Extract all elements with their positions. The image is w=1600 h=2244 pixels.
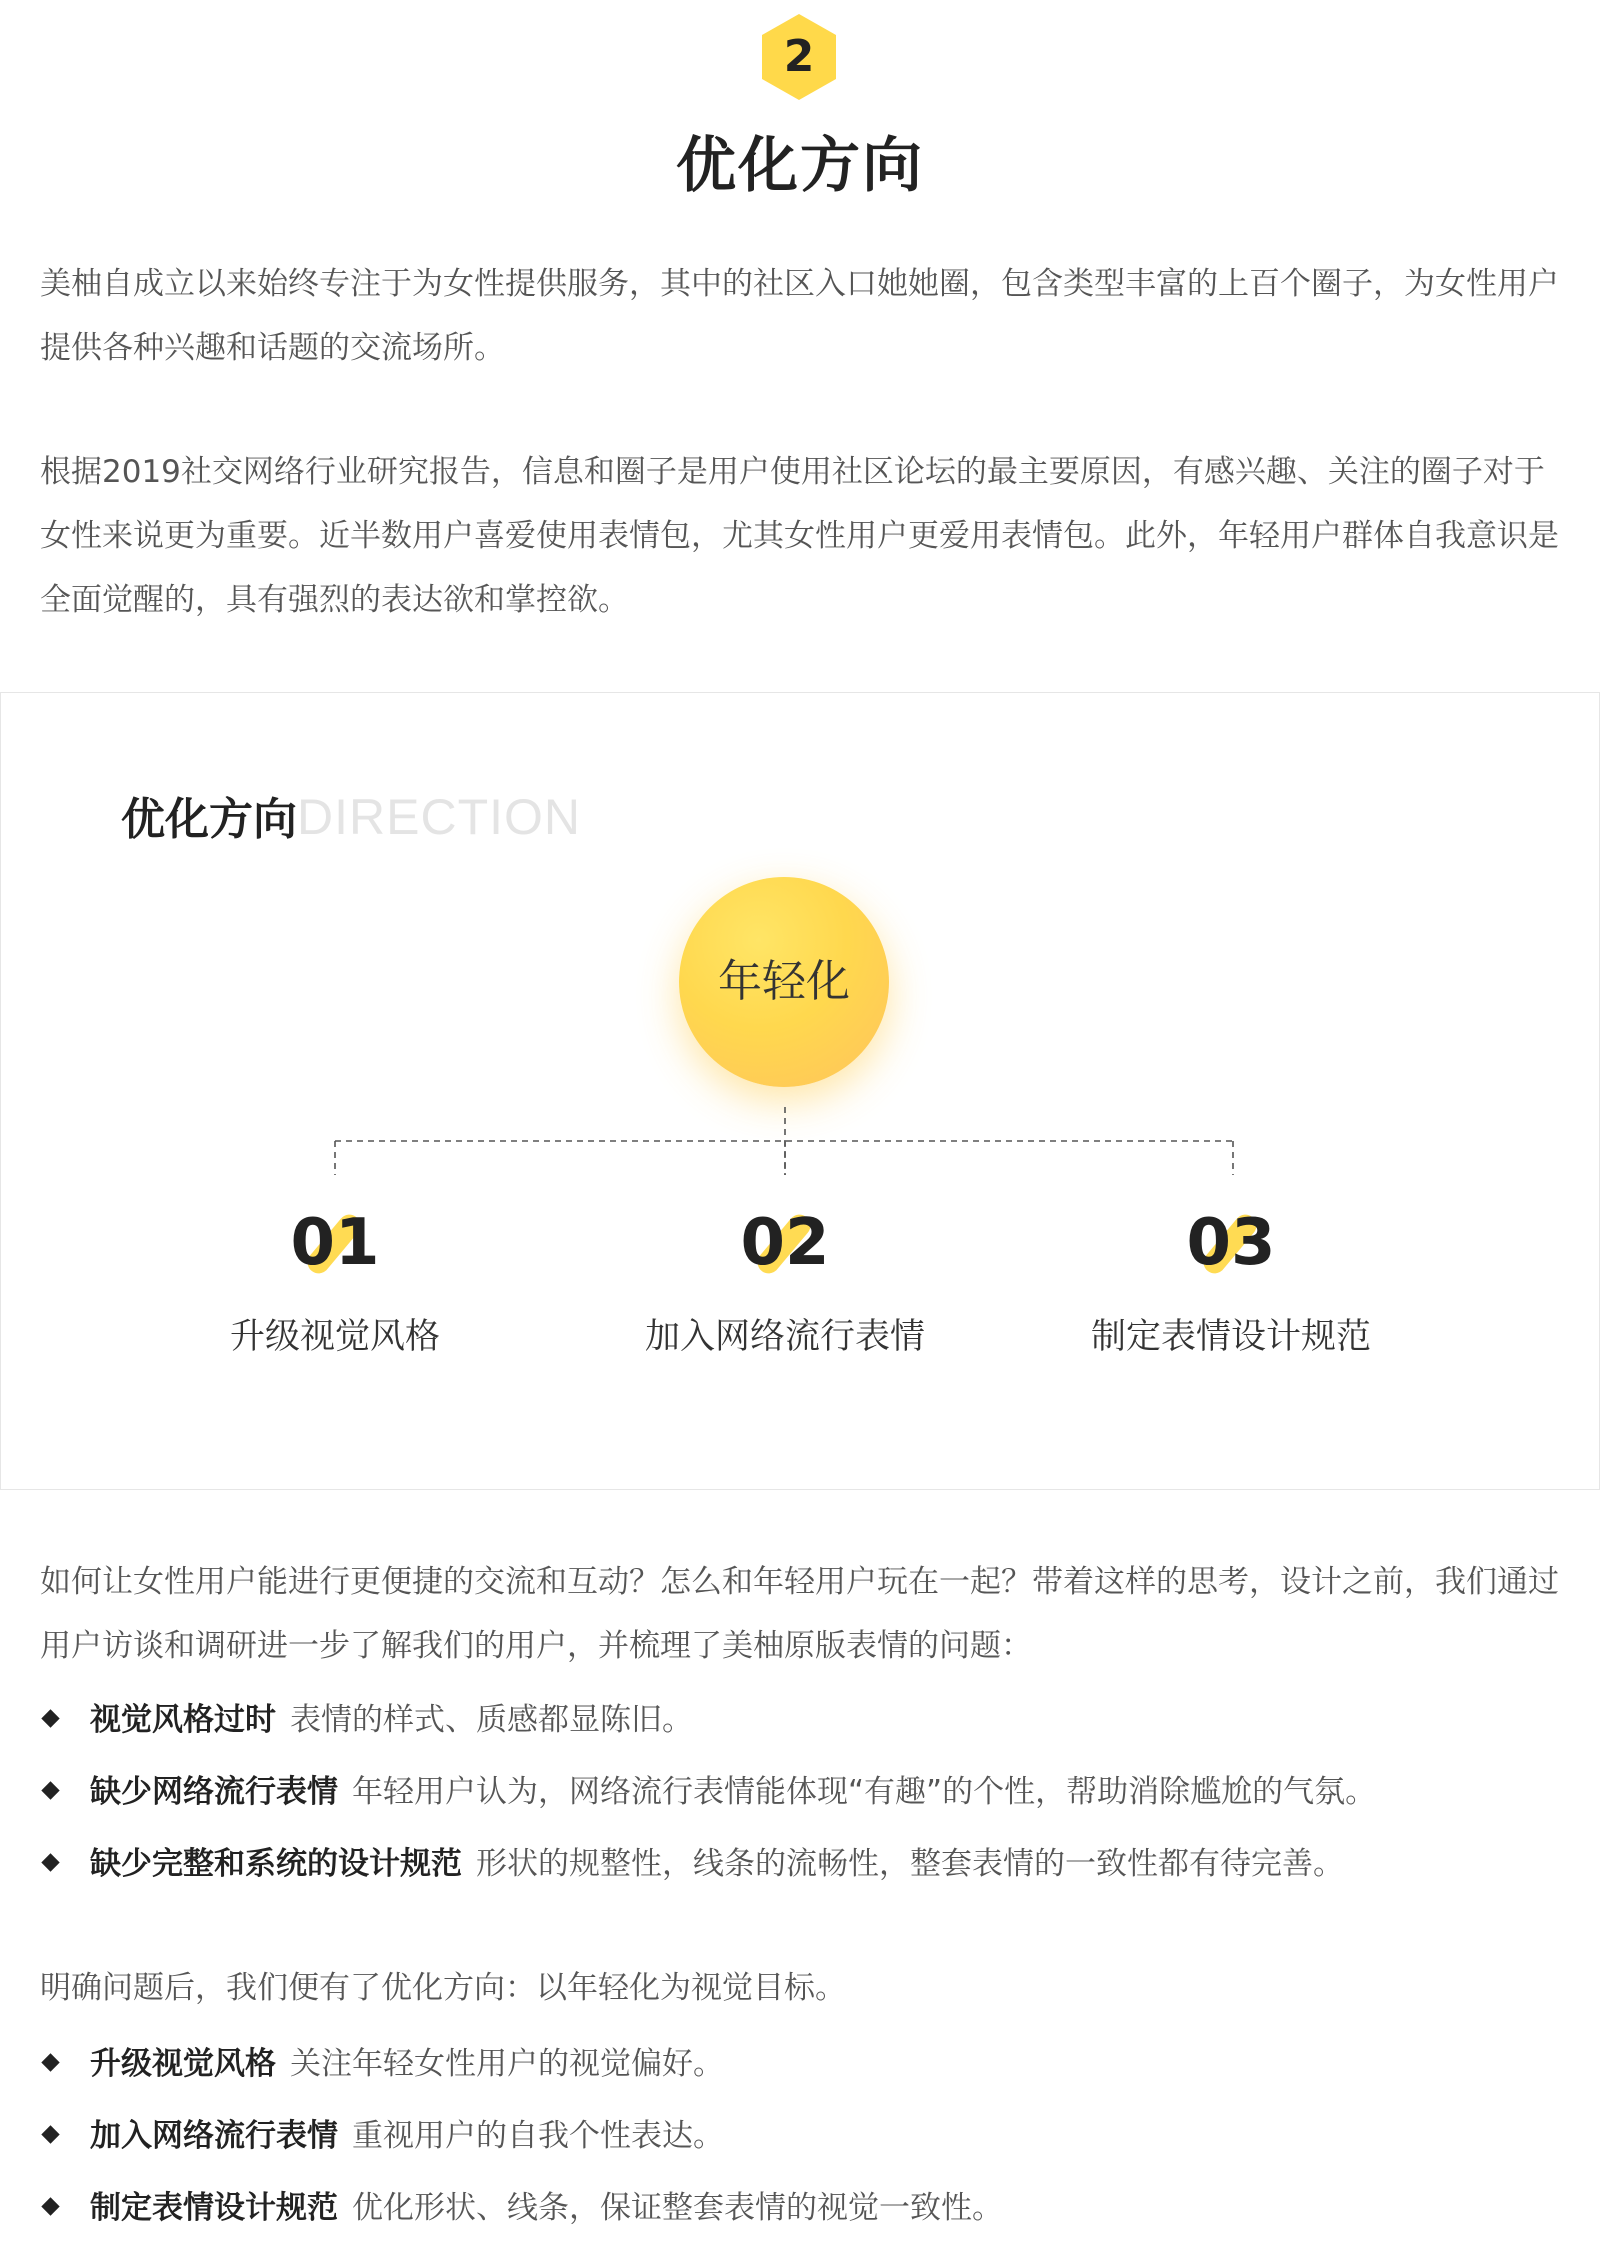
list-item-bold: 视觉风格过时 bbox=[90, 1702, 276, 1738]
direction-panel bbox=[0, 692, 1600, 1490]
directions-intro: 明确问题后，我们便有了优化方向：以年轻化为视觉目标。 bbox=[40, 1970, 846, 2006]
list-item-text: 重视用户的自我个性表达。 bbox=[352, 2118, 724, 2154]
direction-label: 加入网络流行表情 bbox=[644, 1317, 925, 1357]
intro-paragraph-1: 美柚自成立以来始终专注于为女性提供服务，其中的社区入口她她圈，包含类型丰富的上百个圈子，为女性用户提供各种兴趣和话题的交流场所。 bbox=[40, 266, 1559, 366]
list-item-bold: 升级视觉风格 bbox=[90, 2046, 276, 2082]
list-item bbox=[40, 1756, 1560, 1828]
list-item-bold: 缺少网络流行表情 bbox=[90, 1774, 338, 1810]
direction-number: 02 bbox=[740, 1206, 830, 1280]
direction-label: 制定表情设计规范 bbox=[1090, 1317, 1371, 1357]
section-number: 2 bbox=[783, 31, 815, 82]
direction-item-1 bbox=[125, 1203, 545, 1359]
list-item bbox=[40, 2028, 1560, 2100]
list-item bbox=[40, 1684, 1560, 1756]
diamond-bullet-icon bbox=[41, 1781, 59, 1799]
direction-item-3 bbox=[1021, 1203, 1441, 1359]
directions-list bbox=[40, 2028, 1560, 2244]
panel-title-cn: 优化方向 bbox=[121, 794, 297, 845]
direction-label: 升级视觉风格 bbox=[229, 1317, 440, 1357]
list-item bbox=[40, 1828, 1560, 1900]
diamond-bullet-icon bbox=[41, 2197, 59, 2215]
list-item-bold: 加入网络流行表情 bbox=[90, 2118, 338, 2154]
problems-intro: 如何让女性用户能进行更便捷的交流和互动？怎么和年轻用户玩在一起？带着这样的思考，设计之前，我们通过用户访谈和调研进一步了解我们的用户，并梳理了美柚原版表情的问题： bbox=[40, 1564, 1559, 1664]
section-number-badge bbox=[760, 12, 838, 102]
page-title: 优化方向 bbox=[676, 131, 924, 201]
direction-number: 01 bbox=[290, 1206, 380, 1280]
diamond-bullet-icon bbox=[41, 1853, 59, 1871]
list-item-text: 表情的样式、质感都显陈旧。 bbox=[290, 1702, 693, 1738]
direction-number: 03 bbox=[1186, 1206, 1276, 1280]
panel-title-en: DIRECTION bbox=[297, 789, 581, 845]
list-item-text: 年轻用户认为，网络流行表情能体现“有趣”的个性，帮助消除尴尬的气氛。 bbox=[352, 1774, 1377, 1810]
intro-paragraph-2: 根据2019社交网络行业研究报告，信息和圈子是用户使用社区论坛的最主要原因，有感兴趣、关注的圈子对于女性来说更为重要。近半数用户喜爱使用表情包，尤其女性用户更爱用表情包。此外，年轻用户群体自我意识是全面觉醒的，具有强烈的表达欲和掌控欲。 bbox=[40, 454, 1559, 618]
list-item-text: 关注年轻女性用户的视觉偏好。 bbox=[290, 2046, 724, 2082]
list-item-bold: 缺少完整和系统的设计规范 bbox=[90, 1846, 462, 1882]
direction-item-2 bbox=[575, 1203, 995, 1359]
list-item bbox=[40, 2172, 1560, 2244]
list-item-text: 形状的规整性，线条的流畅性，整套表情的一致性都有待完善。 bbox=[476, 1846, 1344, 1882]
list-item bbox=[40, 2100, 1560, 2172]
list-item-text: 优化形状、线条，保证整套表情的视觉一致性。 bbox=[352, 2190, 1003, 2226]
list-item-bold: 制定表情设计规范 bbox=[90, 2190, 338, 2226]
core-label: 年轻化 bbox=[718, 956, 850, 1007]
diamond-bullet-icon bbox=[41, 2053, 59, 2071]
diamond-bullet-icon bbox=[41, 2125, 59, 2143]
connector-lines bbox=[1, 693, 1599, 1489]
diamond-bullet-icon bbox=[41, 1709, 59, 1727]
problems-list bbox=[40, 1684, 1560, 1900]
